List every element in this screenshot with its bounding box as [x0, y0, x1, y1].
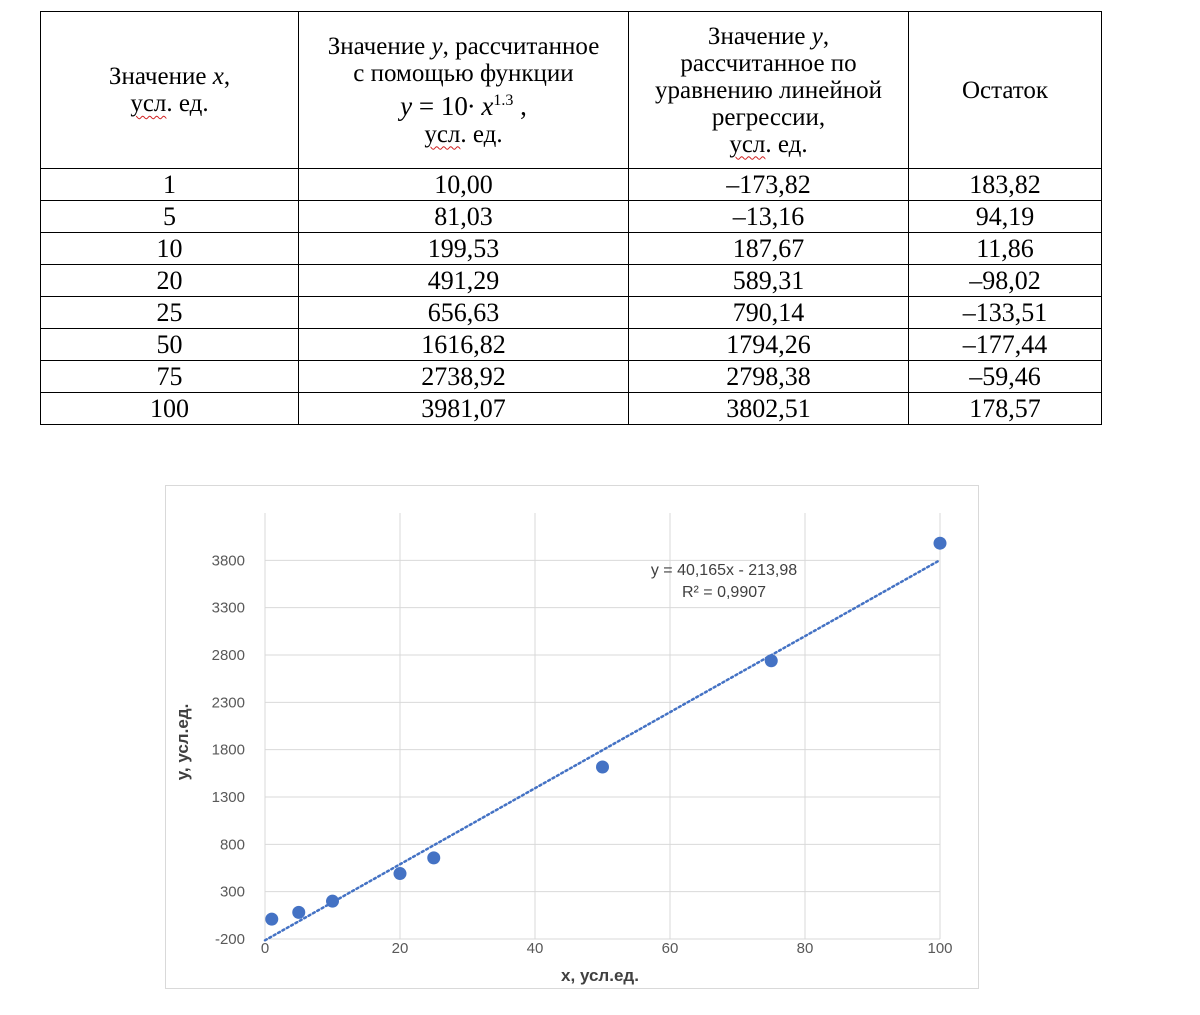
cell-residual: –59,46 — [909, 361, 1102, 393]
cell-residual: –133,51 — [909, 297, 1102, 329]
header-residual: Остаток — [909, 12, 1102, 169]
cell-residual: –177,44 — [909, 329, 1102, 361]
cell-y-reg: 2798,38 — [629, 361, 909, 393]
cell-y-reg: 1794,26 — [629, 329, 909, 361]
cell-y-reg: 790,14 — [629, 297, 909, 329]
cell-x: 5 — [41, 201, 299, 233]
scatter-chart — [165, 485, 979, 989]
cell-y-func: 81,03 — [299, 201, 629, 233]
table-row — [41, 169, 1102, 201]
table-row — [41, 393, 1102, 425]
x-tick-label: 80 — [796, 940, 814, 957]
trendline — [265, 560, 940, 940]
data-point — [326, 895, 339, 908]
cell-x: 50 — [41, 329, 299, 361]
cell-residual: 178,57 — [909, 393, 1102, 425]
table-header-row — [41, 12, 1102, 169]
y-tick-label: 3300 — [211, 599, 245, 617]
cell-x: 1 — [41, 169, 299, 201]
cell-y-func: 2738,92 — [299, 361, 629, 393]
cell-residual: 11,86 — [909, 233, 1102, 265]
chart-svg — [166, 486, 980, 990]
y-tick-label: 2300 — [211, 694, 245, 712]
cell-x: 10 — [41, 233, 299, 265]
cell-x: 100 — [41, 393, 299, 425]
y-tick-label: 3800 — [211, 552, 245, 570]
regression-table — [40, 11, 1102, 425]
table-row — [41, 297, 1102, 329]
cell-y-func: 1616,82 — [299, 329, 629, 361]
cell-residual: –98,02 — [909, 265, 1102, 297]
table-row — [41, 201, 1102, 233]
header-y-function: Значение y, рассчитанное с помощью функции $y = 10\cdot x^{1.3}$ , усл. ед. — [299, 12, 629, 169]
data-point — [427, 851, 440, 864]
trendline-equation: y = 40,165x - 213,98 — [650, 562, 798, 579]
x-tick-label: 20 — [391, 940, 409, 957]
header-x-value: Значение x, усл. ед. — [41, 12, 299, 169]
cell-residual: 183,82 — [909, 169, 1102, 201]
grid-lines — [265, 513, 940, 939]
trendline-path — [265, 560, 940, 940]
cell-residual: 94,19 — [909, 201, 1102, 233]
cell-y-reg: 3802,51 — [629, 393, 909, 425]
tick-labels — [212, 552, 953, 957]
y-tick-label: 1300 — [211, 789, 245, 806]
y-tick-label: -200 — [214, 931, 245, 948]
x-tick-label: 100 — [927, 940, 953, 957]
cell-y-reg: 589,31 — [629, 265, 909, 297]
x-tick-label: 40 — [526, 940, 544, 957]
cell-y-func: 491,29 — [299, 265, 629, 297]
cell-x: 20 — [41, 265, 299, 297]
y-tick-label: 1800 — [211, 741, 245, 759]
cell-y-func: 10,00 — [299, 169, 629, 201]
y-tick-label: 300 — [219, 883, 245, 901]
data-points — [265, 537, 946, 926]
data-point — [394, 867, 407, 880]
data-point — [265, 913, 278, 926]
function-formula: $y = 10\cdot x^{1.3}$ , — [400, 90, 527, 121]
y-axis-title: у, усл.ед. — [173, 703, 192, 781]
x-tick-label: 60 — [661, 940, 679, 957]
table-row — [41, 265, 1102, 297]
data-point — [292, 906, 305, 919]
data-point — [934, 537, 947, 550]
y-tick-label: 2800 — [211, 647, 245, 664]
data-point — [765, 654, 778, 667]
data-point — [596, 761, 609, 774]
table-row — [41, 329, 1102, 361]
x-axis-title: х, усл.ед. — [561, 966, 639, 985]
cell-y-reg: –173,82 — [629, 169, 909, 201]
trendline-r-squared: R² = 0,9907 — [681, 584, 767, 601]
table-row — [41, 233, 1102, 265]
cell-y-reg: –13,16 — [629, 201, 909, 233]
cell-y-func: 3981,07 — [299, 393, 629, 425]
y-tick-label: 800 — [219, 836, 245, 854]
header-y-regression: Значение y, рассчитанное по уравнению линейной регрессии, усл. ед. — [629, 12, 909, 169]
cell-x: 25 — [41, 297, 299, 329]
cell-x: 75 — [41, 361, 299, 393]
cell-y-func: 656,63 — [299, 297, 629, 329]
cell-y-reg: 187,67 — [629, 233, 909, 265]
table-row — [41, 361, 1102, 393]
x-tick-label: 0 — [260, 940, 270, 957]
cell-y-func: 199,53 — [299, 233, 629, 265]
